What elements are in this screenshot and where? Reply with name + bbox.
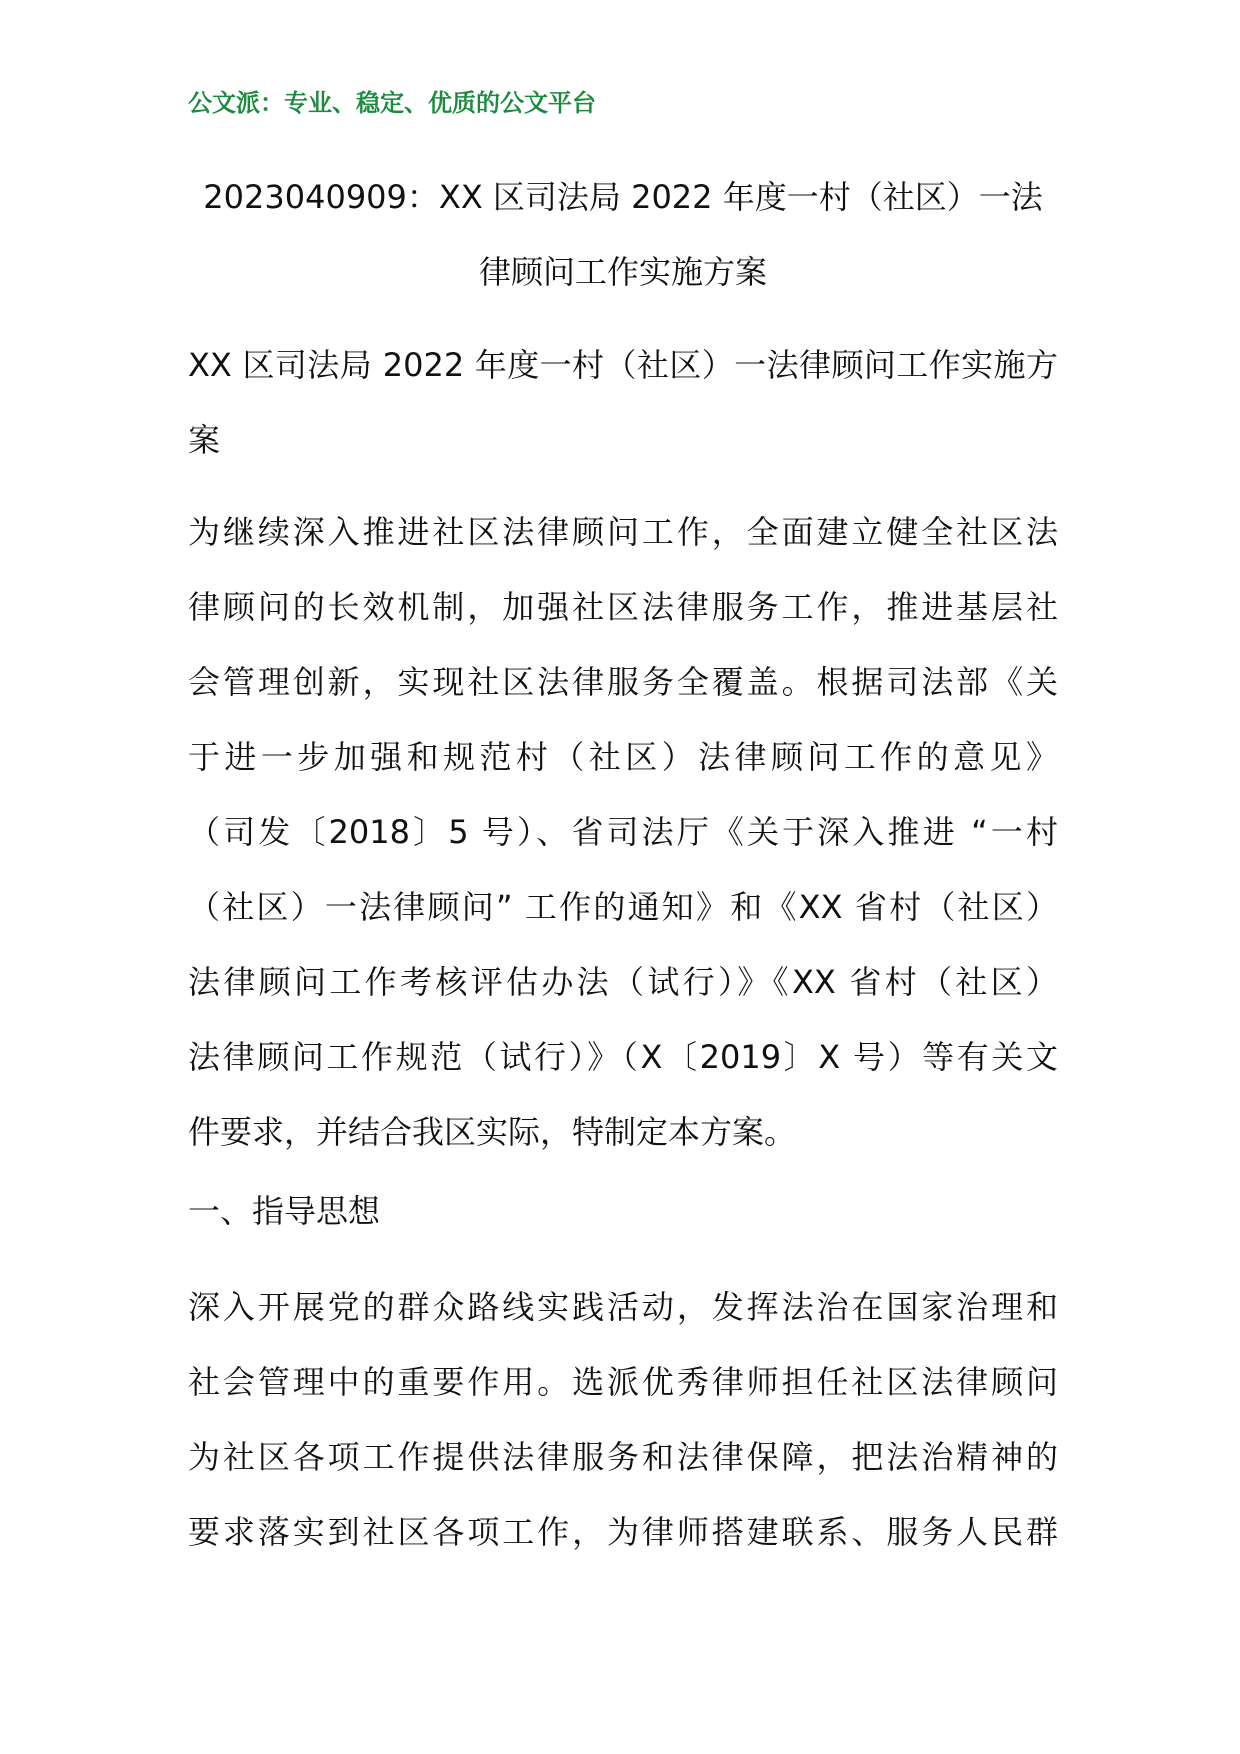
intro-line-1: 为继续深入推进社区法律顾问工作，全面建立健全社区法 <box>188 513 1058 551</box>
document-title-line-2: 律顾问工作实施方案 <box>478 253 767 291</box>
subtitle-line-2: 案 <box>188 421 221 459</box>
section1-line-3: 为社区各项工作提供法律服务和法律保障，把法治精神的 <box>188 1438 1058 1476</box>
intro-line-3: 会管理创新，实现社区法律服务全覆盖。根据司法部《关 <box>188 663 1058 701</box>
section1-line-4: 要求落实到社区各项工作，为律师搭建联系、服务人民群 <box>188 1513 1058 1551</box>
header-brand: 公文派：专业、稳定、优质的公文平台 <box>188 88 596 117</box>
section-heading-text: 一、指导思想 <box>188 1192 381 1230</box>
subtitle-paragraph <box>188 328 1058 478</box>
document-title-line-1: 2023040909：XX 区司法局 2022 年度一村（社区）一法 <box>203 178 1043 216</box>
intro-line-5: （司发〔2018〕5 号）、省司法厅《关于深入推进 “一村 <box>188 813 1058 851</box>
section-heading-guiding-ideology <box>188 1174 1058 1249</box>
intro-line-9: 件要求，并结合我区实际，特制定本方案。 <box>188 1113 797 1151</box>
intro-line-2: 律顾问的长效机制，加强社区法律服务工作，推进基层社 <box>188 588 1058 626</box>
section1-paragraph <box>188 1270 1058 1570</box>
intro-line-7: 法律顾问工作考核评估办法（试行）》《XX 省村（社区） <box>188 963 1058 1001</box>
subtitle-line-1: XX 区司法局 2022 年度一村（社区）一法律顾问工作实施方 <box>188 346 1058 384</box>
intro-paragraph <box>188 495 1058 1170</box>
document-page <box>188 0 1058 1754</box>
intro-line-8: 法律顾问工作规范（试行）》（X〔2019〕X 号）等有关文 <box>188 1038 1058 1076</box>
section1-line-1: 深入开展党的群众路线实践活动，发挥法治在国家治理和 <box>188 1288 1058 1326</box>
document-title <box>188 160 1058 310</box>
intro-line-4: 于进一步加强和规范村（社区）法律顾问工作的意见》 <box>188 738 1058 776</box>
intro-line-6: （社区）一法律顾问” 工作的通知》和《XX 省村（社区） <box>188 888 1058 926</box>
section1-line-2: 社会管理中的重要作用。选派优秀律师担任社区法律顾问 <box>188 1363 1058 1401</box>
